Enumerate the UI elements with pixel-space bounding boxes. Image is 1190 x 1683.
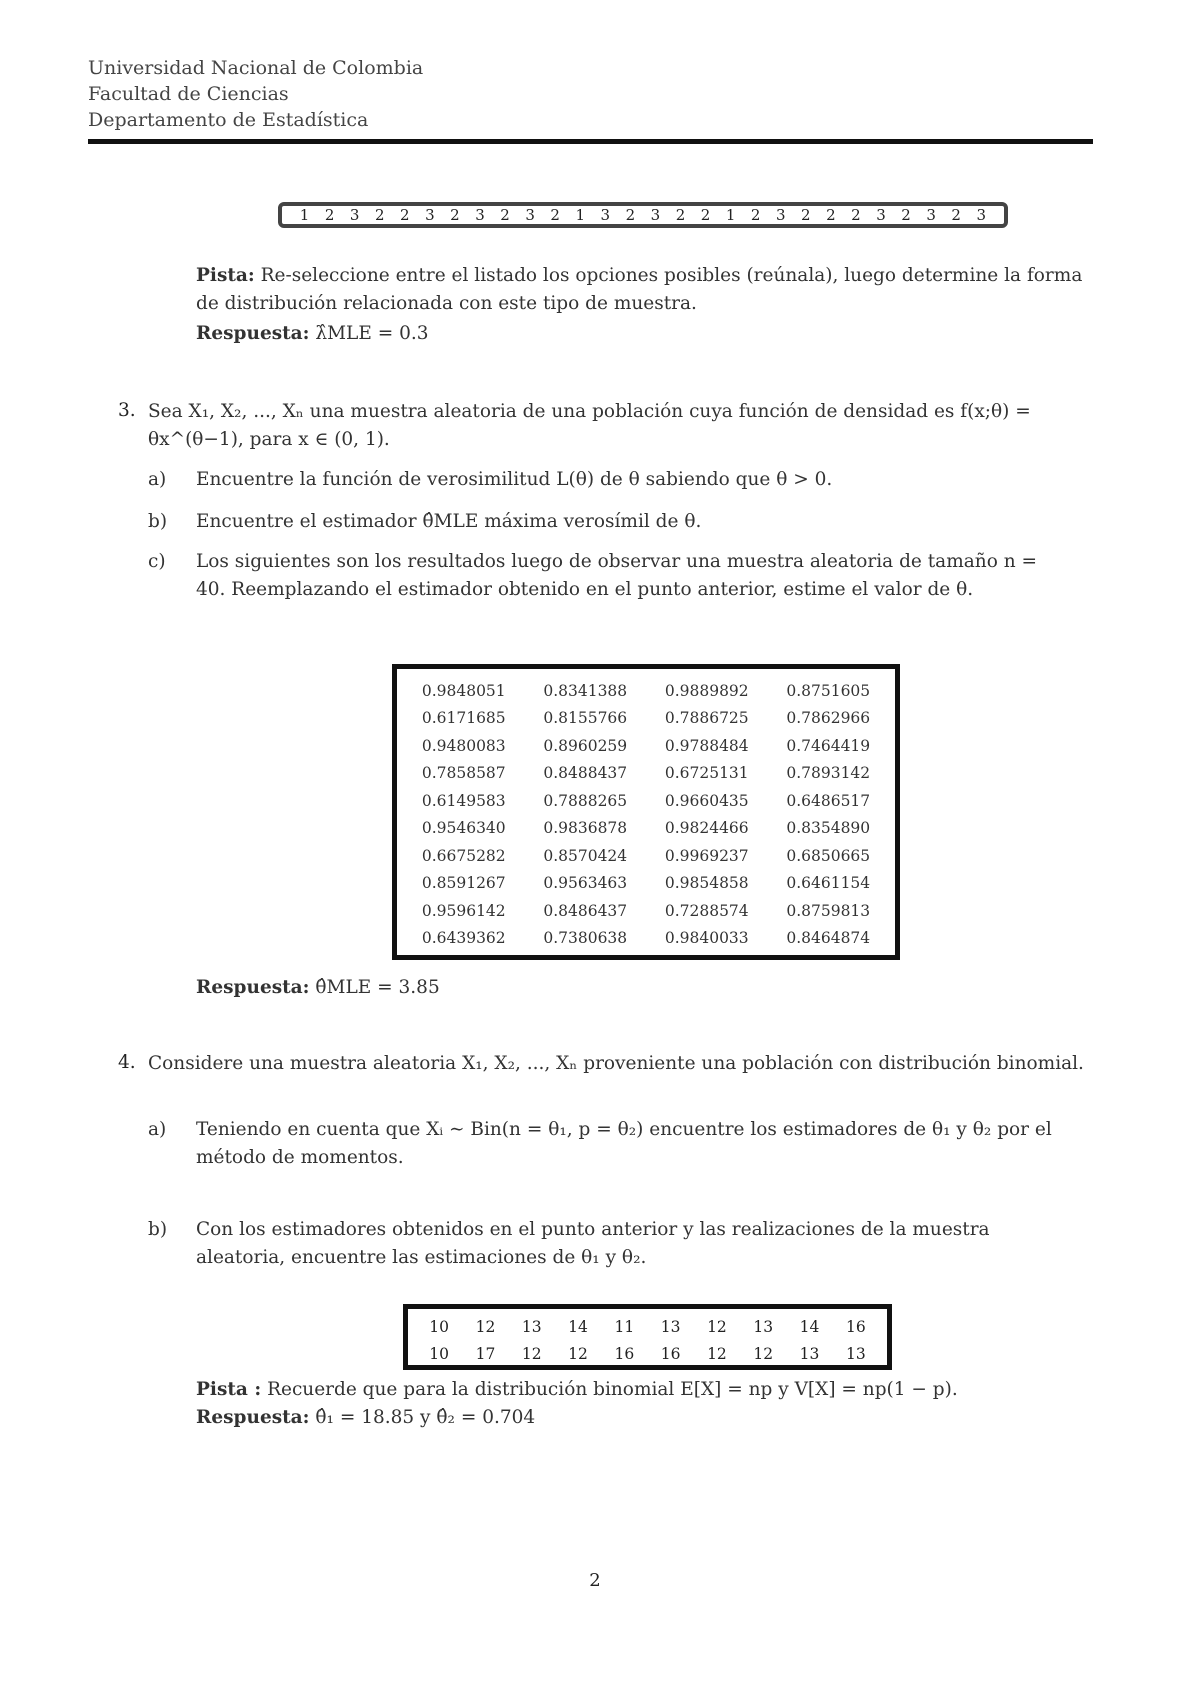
- sample-value: 3: [600, 206, 611, 224]
- hint-text: Recuerde que para la distribución binomial E[X] = np y V[X] = np(1 − p).: [267, 1379, 958, 1400]
- table-cell: 0.6439362: [421, 929, 506, 948]
- item-label: b): [148, 511, 168, 532]
- table-cell: 0.9824466: [664, 819, 749, 838]
- table-cell: 14: [799, 1317, 820, 1336]
- table-cell: 0.9889892: [664, 681, 749, 700]
- table-cell: 0.8570424: [543, 846, 628, 865]
- table-cell: 13: [753, 1317, 774, 1336]
- answer-value: θ̂₁ = 18.85 y θ̂₂ = 0.704: [315, 1407, 536, 1428]
- data-table-problem-4: [403, 1304, 892, 1370]
- table-cell: 0.7862966: [786, 709, 871, 728]
- answer-label: Respuesta:: [196, 323, 310, 344]
- item-text: Encuentre el estimador θ̂MLE máxima verosímil de θ.: [196, 511, 702, 532]
- table-cell: 0.8155766: [543, 709, 628, 728]
- table-cell: 0.9969237: [664, 846, 749, 865]
- item-text: Los siguientes son los resultados luego de observar una muestra aleatoria de tamaño n = 40. Reemplazando el estimador obtenido en el punto anterior, estime el valor de θ.: [196, 551, 1038, 600]
- problem-3-item-c: [148, 548, 1093, 638]
- sample-value: 3: [926, 206, 936, 224]
- table-cell: 0.9840033: [664, 929, 749, 948]
- table-cell: 14: [568, 1317, 588, 1336]
- table-cell: 0.6725131: [664, 764, 749, 783]
- table-cell: 0.8960259: [543, 736, 628, 755]
- page-number: 2: [589, 1570, 601, 1591]
- table-row: [403, 787, 889, 815]
- table-row: [403, 897, 889, 925]
- table-cell: 0.7464419: [786, 736, 871, 755]
- table-cell: 0.7888265: [543, 791, 628, 810]
- table-cell: 13: [521, 1317, 542, 1336]
- hint-label: Pista:: [196, 265, 255, 286]
- item-label: a): [148, 1119, 167, 1140]
- table-cell: 0.6171685: [421, 709, 506, 728]
- table-cell: 0.6850665: [786, 846, 871, 865]
- table-cell: 13: [660, 1317, 681, 1336]
- problem-4-text: Considere una muestra aleatoria X₁, X₂, ..., Xₙ proveniente una población con distribución binomial.: [148, 1053, 1084, 1074]
- table-cell: 11: [614, 1317, 635, 1336]
- header-department: Departamento de Estadística: [88, 109, 369, 131]
- sample-value: 2: [550, 206, 560, 224]
- table-cell: 16: [614, 1344, 635, 1363]
- table-row: [403, 760, 889, 788]
- problem-3-item-a: [148, 466, 1093, 496]
- table-row: [403, 732, 889, 760]
- sample-value: 2: [625, 206, 636, 224]
- table-cell: 0.7893142: [786, 764, 871, 783]
- sample-value: 3: [425, 206, 435, 224]
- sample-value: 3: [775, 206, 786, 224]
- page-header: [88, 55, 1093, 133]
- sample-value: 3: [650, 206, 661, 224]
- sample-data-box: [278, 202, 1008, 228]
- table-cell: 17: [475, 1344, 496, 1363]
- item-label: c): [148, 551, 166, 572]
- table-row: [403, 815, 889, 843]
- table-cell: 12: [475, 1317, 496, 1336]
- sample-value: 2: [700, 206, 711, 224]
- sample-value: 2: [851, 206, 861, 224]
- table-row: [416, 1340, 879, 1367]
- answer-line-3: [196, 974, 440, 1002]
- sample-value: 2: [675, 206, 686, 224]
- table-cell: 0.9480083: [421, 736, 506, 755]
- sample-value: 3: [525, 206, 535, 224]
- sample-value: 2: [901, 206, 911, 224]
- sample-value: 3: [475, 206, 485, 224]
- sample-value: 1: [299, 206, 310, 224]
- data-table-problem-3: [392, 664, 900, 960]
- item-text: Teniendo en cuenta que Xᵢ ∼ Bin(n = θ₁, p = θ₂) encuentre los estimadores de θ₁ y θ₂ por el método de momentos.: [196, 1119, 1052, 1168]
- table-cell: 10: [429, 1317, 450, 1336]
- table-cell: 0.9563463: [543, 874, 628, 893]
- table-cell: 10: [429, 1344, 450, 1363]
- table-cell: 0.6675282: [421, 846, 506, 865]
- table-cell: 12: [753, 1344, 774, 1363]
- item-text: Encuentre la función de verosimilitud L(θ) de θ sabiendo que θ > 0.: [196, 469, 833, 490]
- table-cell: 0.9854858: [664, 874, 749, 893]
- table-cell: 0.9596142: [421, 901, 506, 920]
- sample-value: 2: [826, 206, 836, 224]
- answer-line-4: [196, 1404, 535, 1432]
- sample-value: 2: [951, 206, 961, 224]
- table-cell: 12: [521, 1344, 542, 1363]
- sample-value: 2: [500, 206, 510, 224]
- sample-value: 2: [801, 206, 811, 224]
- header-faculty: Facultad de Ciencias: [88, 83, 289, 105]
- table-cell: 0.8488437: [543, 764, 628, 783]
- table-cell: 0.8341388: [543, 681, 628, 700]
- table-cell: 0.8464874: [786, 929, 871, 948]
- hint-label: Pista :: [196, 1379, 262, 1400]
- problem-4-item-a: [148, 1116, 1093, 1176]
- hint-line-4: [196, 1376, 1091, 1404]
- table-cell: 0.8751605: [786, 681, 871, 700]
- table-row: [403, 677, 889, 705]
- table-cell: 0.9848051: [421, 681, 506, 700]
- answer-line-1: [196, 320, 429, 348]
- sample-value: 2: [374, 206, 385, 224]
- sample-value: 2: [750, 206, 761, 224]
- sample-value: 2: [400, 206, 410, 224]
- table-cell: 0.8759813: [786, 901, 871, 920]
- problem-3-number: 3.: [118, 400, 136, 421]
- header-rule: [88, 139, 1093, 144]
- sample-value: 2: [450, 206, 460, 224]
- problem-4-number: 4.: [118, 1052, 136, 1073]
- table-row: [416, 1313, 879, 1340]
- table-cell: 16: [845, 1317, 866, 1336]
- table-cell: 0.9660435: [664, 791, 749, 810]
- table-cell: 12: [707, 1344, 727, 1363]
- sample-value: 3: [349, 206, 360, 224]
- sample-value: 3: [876, 206, 886, 224]
- table-cell: 0.9836878: [543, 819, 628, 838]
- table-row: [403, 870, 889, 898]
- table-cell: 16: [660, 1344, 681, 1363]
- sample-value: 2: [324, 206, 335, 224]
- table-cell: 0.6461154: [786, 874, 871, 893]
- table-cell: 0.6486517: [786, 791, 871, 810]
- table-cell: 12: [568, 1344, 588, 1363]
- answer-label: Respuesta:: [196, 1407, 310, 1428]
- sample-value: 1: [725, 206, 736, 224]
- problem-4-item-b: [148, 1216, 1093, 1276]
- hint-text: Re-seleccione entre el listado los opciones posibles (reúnala), luego determine la forma de distribución relacionada con este tipo de muestra.: [196, 265, 1083, 314]
- table-cell: 12: [707, 1317, 727, 1336]
- table-cell: 13: [845, 1344, 866, 1363]
- table-cell: 0.8486437: [543, 901, 628, 920]
- table-cell: 0.6149583: [421, 791, 506, 810]
- table-cell: 0.8591267: [421, 874, 506, 893]
- table-cell: 0.7858587: [421, 764, 506, 783]
- item-label: b): [148, 1219, 168, 1240]
- table-cell: 0.7886725: [664, 709, 749, 728]
- table-row: [403, 705, 889, 733]
- table-cell: 13: [799, 1344, 820, 1363]
- table-cell: 0.8354890: [786, 819, 871, 838]
- problem-3-text: Sea X₁, X₂, ..., Xₙ una muestra aleatoria de una población cuya función de densidad es f(x;θ) = θx^(θ−1), para x ∈ (0, 1).: [148, 401, 1031, 450]
- problem-3-item-b: [148, 508, 1093, 538]
- table-cell: 0.7380638: [543, 929, 628, 948]
- table-cell: 0.9788484: [664, 736, 749, 755]
- table-cell: 0.9546340: [421, 819, 506, 838]
- answer-value: λ̂MLE = 0.3: [315, 323, 429, 344]
- answer-label: Respuesta:: [196, 977, 310, 998]
- table-row: [403, 925, 889, 953]
- item-text: Con los estimadores obtenidos en el punto anterior y las realizaciones de la muestra aleatoria, encuentre las estimaciones de θ₁ y θ₂.: [196, 1219, 990, 1268]
- table-cell: 0.7288574: [664, 901, 749, 920]
- sample-value: 3: [976, 206, 986, 224]
- header-university: Universidad Nacional de Colombia: [88, 57, 424, 79]
- item-label: a): [148, 469, 167, 490]
- table-row: [403, 842, 889, 870]
- answer-value: θ̂MLE = 3.85: [315, 977, 440, 998]
- hint-paragraph: [196, 262, 1091, 318]
- sample-value: 1: [575, 206, 585, 224]
